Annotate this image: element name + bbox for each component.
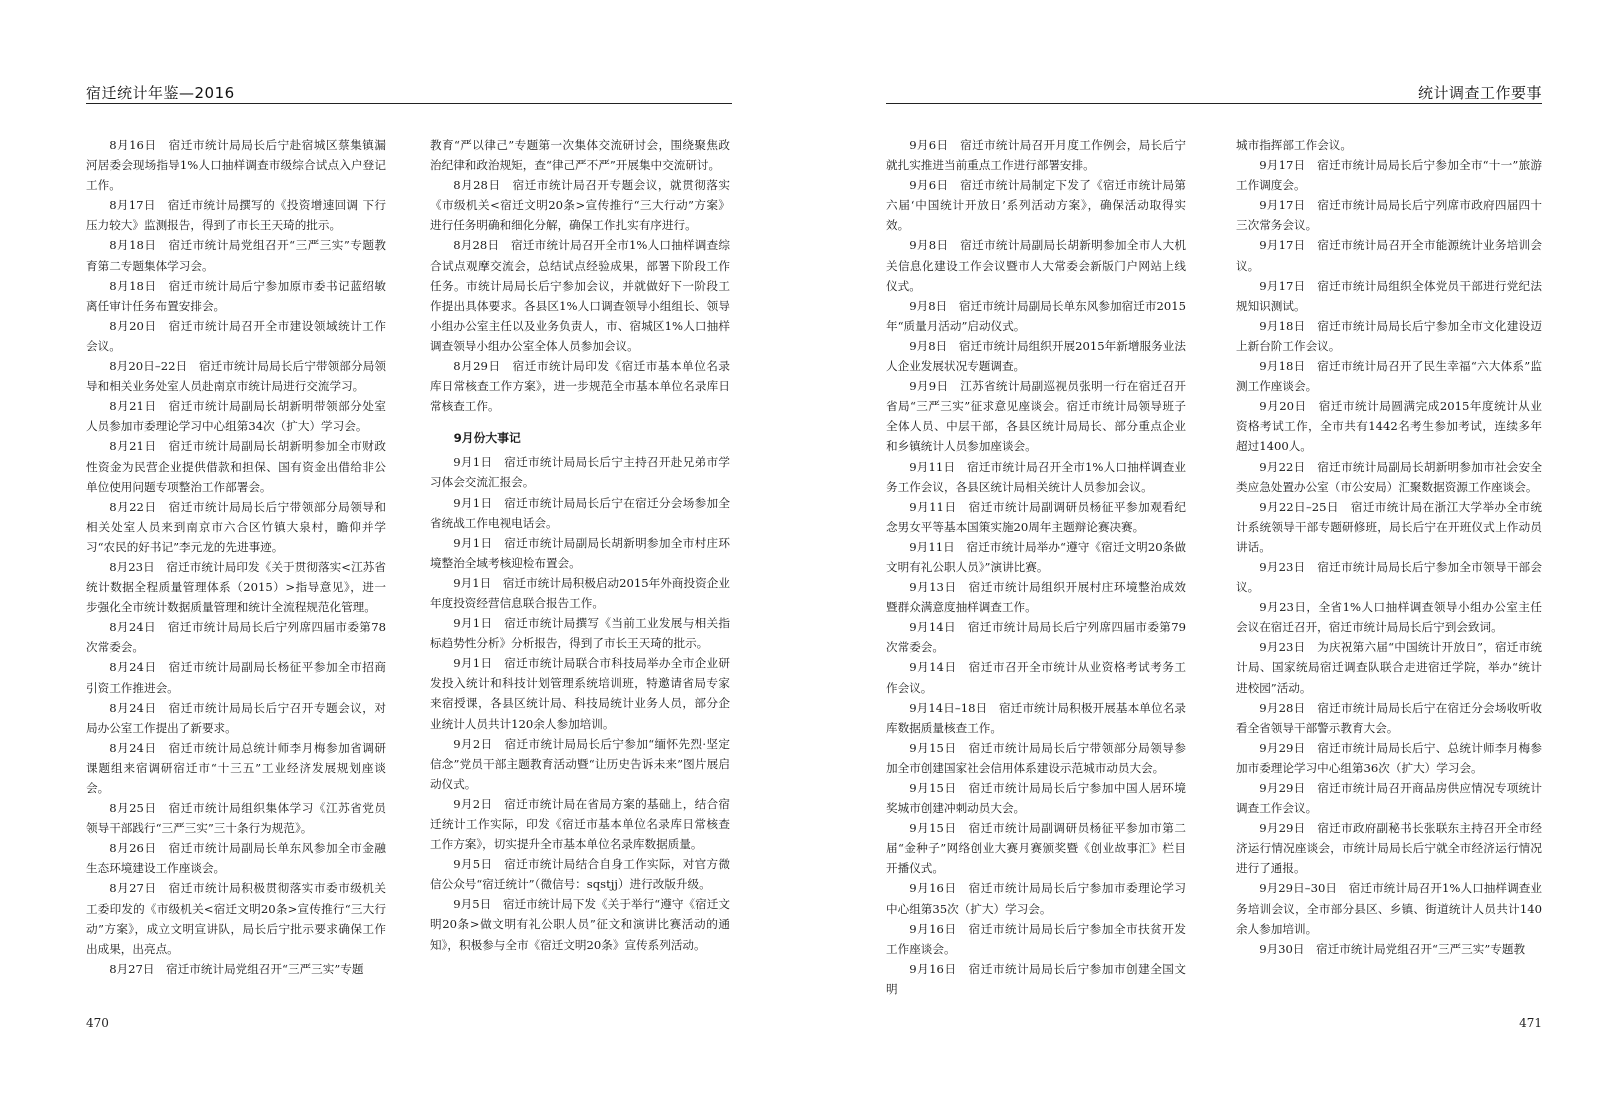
event-entry: 8月24日 宿迁市统计局局长后宁召开专题会议，对局办公室工作提出了新要求。 [86,700,386,735]
event-entry: 9月16日 宿迁市统计局局长后宁参加市创建全国文明 [886,961,1186,996]
event-entry: 9月16日 宿迁市统计局局长后宁参加市委理论学习中心组第35次（扩大）学习会。 [886,881,1186,916]
text-column-3 [886,135,1186,999]
event-entry: 9月22日 宿迁市统计局副局长胡新明参加市社会安全类应急处置办公室（市公安局）汇聚数据资源工作座谈会。 [1236,459,1542,494]
event-entry: 9月1日 宿迁市统计局撰写《当前工业发展与相关指标趋势性分析》分析报告，得到了市长王天琦的批示。 [430,616,730,651]
event-entry: 8月20日 宿迁市统计局召开全市建设领域统计工作会议。 [86,318,386,353]
header-rule [86,103,732,104]
event-entry: 9月11日 宿迁市统计局召开全市1%人口抽样调查业务工作会议，各县区统计局相关统计人员参加会议。 [886,459,1186,494]
event-entry: 9月15日 宿迁市统计局局长后宁参加中国人居环境奖城市创建冲刺动员大会。 [886,781,1186,816]
event-entry: 9月5日 宿迁市统计局下发《关于举行“遵守《宿迁文明20条>做文明有礼公职人员”征文和演讲比赛活动的通知》，积极参与全市《宿迁文明20条》宣传系列活动。 [430,897,730,952]
event-entry: 8月21日 宿迁市统计局副局长胡新明参加全市财政性资金为民营企业提供借款和担保、国有资金出借给非公单位使用问题专项整治工作部署会。 [86,439,386,494]
event-entry: 9月17日 宿迁市统计局召开全市能源统计业务培训会议。 [1236,238,1542,273]
event-entry: 8月21日 宿迁市统计局副局长胡新明带领部分处室人员参加市委理论学习中心组第34次（扩大）学习会。 [86,399,386,434]
event-entry: 9月13日 宿迁市统计局组织开展村庄环境整治成效暨群众满意度抽样调查工作。 [886,580,1186,615]
event-entry: 9月23日 宿迁市统计局局长后宁参加全市领导干部会议。 [1236,559,1542,595]
event-entry: 8月17日 宿迁市统计局撰写的《投资增速回调 下行压力较大》监测报告，得到了市长王天琦的批示。 [86,198,386,233]
section-title: 9月份大事记 [453,431,521,446]
event-entry: 8月18日 宿迁市统计局党组召开“三严三实”专题教育第二专题集体学习会。 [86,238,386,273]
event-entry: 9月20日 宿迁市统计局圆满完成2015年度统计从业资格考试工作，全市共有1442名考生参加考试，连续多年超过1400人。 [1236,399,1542,454]
event-entry: 9月11日 宿迁市统计局副调研员杨征平参加观看纪念男女平等基本国策实施20周年主题辩论赛决赛。 [886,499,1186,534]
event-entry: 8月28日 宿迁市统计局召开全市1%人口抽样调查综合试点观摩交流会，总结试点经验成果，部署下阶段工作任务。市统计局局长后宁参加会议，并就做好下一阶段工作提出具体要求。各县区1%人口调查领导小组组长、领导小组办公室主任以及业务负责人，市、宿城区1%人口抽样调查领导小组办公室全体人员参加会议。 [430,238,730,353]
event-entry: 9月17日 宿迁市统计局局长后宁参加全市“十一”旅游工作调度会。 [1236,158,1542,193]
event-entry: 8月27日 宿迁市统计局积极贯彻落实市委市级机关工委印发的《市级机关<宿迁文明20条>宣传推行“三大行动”方案》，成立文明宣讲队，局长后宁批示要求确保工作出成果，出亮点。 [86,881,386,956]
event-entry: 9月28日 宿迁市统计局局长后宁在宿迁分会场收听收看全省领导干部警示教育大会。 [1236,700,1542,735]
event-entry: 9月14日 宿迁市统计局局长后宁列席四届市委第79次常委会。 [886,620,1186,655]
event-entry: 9月6日 宿迁市统计局制定下发了《宿迁市统计局第六届‘中国统计开放日’系列活动方案》，确保活动取得实效。 [886,178,1186,233]
event-entry: 8月20日–22日 宿迁市统计局局长后宁带领部分局领导和相关业务处室人员赴南京市统计局进行交流学习。 [86,359,386,394]
event-entry: 9月8日 宿迁市统计局组织开展2015年新增服务业法人企业发展状况专题调查。 [886,338,1186,374]
event-entry-continued: 城市指挥部工作会议。 [1236,138,1352,152]
event-entry: 8月24日 宿迁市统计局局长后宁列席四届市委第78次常委会。 [86,620,386,655]
event-entry: 9月22日–25日 宿迁市统计局在浙江大学举办全市统计系统领导干部专题研修班，局长后宁在开班仪式上作动员讲话。 [1236,499,1542,554]
event-entry: 9月6日 宿迁市统计局召开月度工作例会，局长后宁就扎实推进当前重点工作进行部署安排。 [886,138,1186,173]
event-entry: 9月1日 宿迁市统计局积极启动2015年外商投资企业年度投资经营信息联合报告工作。 [430,575,730,610]
event-entry: 9月29日–30日 宿迁市统计局召开1%人口抽样调查业务培训会议，全市部分县区、乡镇、街道统计人员共计140余人参加培训。 [1236,881,1542,936]
left-page [0,0,804,1099]
event-entry: 9月23日，全省1%人口抽样调查领导小组办公室主任会议在宿迁召开，宿迁市统计局局长后宁到会致词。 [1236,600,1542,635]
event-entry: 9月17日 宿迁市统计局局长后宁列席市政府四届四十三次常务会议。 [1236,198,1542,233]
event-entry: 8月26日 宿迁市统计局副局长单东风参加全市金融生态环境建设工作座谈会。 [86,841,386,876]
event-entry: 8月24日 宿迁市统计局副局长杨征平参加全市招商引资工作推进会。 [86,660,386,695]
event-entry: 9月15日 宿迁市统计局局长后宁带领部分局领导参加全市创建国家社会信用体系建设示范城市动员大会。 [886,740,1186,775]
event-entry: 9月29日 宿迁市政府副秘书长张联东主持召开全市经济运行情况座谈会，市统计局局长后宁就全市经济运行情况进行了通报。 [1236,821,1542,876]
event-entry: 8月24日 宿迁市统计局总统计师李月梅参加省调研课题组来宿调研宿迁市“十三五”工业经济发展规划座谈会。 [86,740,386,795]
event-entry: 9月14日 宿迁市召开全市统计从业资格考试考务工作会议。 [886,660,1186,695]
text-column-1 [86,135,386,979]
event-entry: 9月2日 宿迁市统计局在省局方案的基础上，结合宿迁统计工作实际，印发《宿迁市基本单位名录库日常核查工作方案》，切实提升全市基本单位名录库数据质量。 [430,796,730,852]
event-entry: 9月14日–18日 宿迁市统计局积极开展基本单位名录库数据质量核查工作。 [886,700,1186,735]
event-entry: 9月11日 宿迁市统计局举办“遵守《宿迁文明20条做文明有礼公职人员》”演讲比赛。 [886,539,1186,574]
event-entry: 9月17日 宿迁市统计局组织全体党员干部进行党纪法规知识测试。 [1236,278,1542,313]
event-entry: 9月5日 宿迁市统计局结合自身工作实际，对官方微信公众号“宿迁统计”（微信号：sqstjj）进行改版升级。 [430,857,730,892]
event-entry: 8月16日 宿迁市统计局局长后宁赴宿城区蔡集镇漏河居委会现场指导1%人口抽样调查市级综合试点入户登记工作。 [86,138,386,193]
event-entry: 9月1日 宿迁市统计局联合市科技局举办全市企业研发投入统计和科技计划管理系统培训班，特邀请省局专家来宿授课，各县区统计局、科技局统计业务人员，部分企业统计人员共计120余人参加培训。 [430,656,730,731]
right-page [804,0,1608,1099]
event-entry: 8月23日 宿迁市统计局印发《关于贯彻落实<江苏省统计数据全程质量管理体系（2015）>指导意见》，进一步强化全市统计数据质量管理和统计全流程规范化管理。 [86,559,386,615]
event-entry: 9月29日 宿迁市统计局召开商品房供应情况专项统计调查工作会议。 [1236,781,1542,816]
event-entry: 9月30日 宿迁市统计局党组召开“三严三实”专题教 [1259,941,1526,956]
event-entry: 8月29日 宿迁市统计局印发《宿迁市基本单位名录库日常核查工作方案》，进一步规范全市基本单位名录库日常核查工作。 [430,359,730,414]
event-entry: 9月29日 宿迁市统计局局长后宁、总统计师李月梅参加市委理论学习中心组第36次（扩大）学习会。 [1236,740,1542,775]
text-column-2 [430,135,730,955]
event-entry: 9月23日 为庆祝第六届“中国统计开放日”，宿迁市统计局、国家统局宿迁调查队联合走进宿迁学院，举办“统计进校园”活动。 [1236,640,1542,695]
event-entry: 9月8日 宿迁市统计局副局长胡新明参加全市人大机关信息化建设工作会议暨市人大常委会新版门户网站上线仪式。 [886,238,1186,293]
event-entry: 9月16日 宿迁市统计局局长后宁参加全市扶贫开发工作座谈会。 [886,921,1186,956]
running-head-right: 统计调查工作要事 [1417,84,1542,102]
event-entry: 8月25日 宿迁市统计局组织集体学习《江苏省党员领导干部践行“三严三实”三十条行为规范》。 [86,801,386,836]
event-entry: 9月15日 宿迁市统计局副调研员杨征平参加市第二届“金种子”网络创业大赛月赛颁奖暨《创业故事汇》栏目开播仪式。 [886,821,1186,876]
event-entry: 9月1日 宿迁市统计局副局长胡新明参加全市村庄环境整治全域考核迎检布置会。 [430,535,730,570]
text-column-4 [1236,135,1542,959]
event-entry: 8月27日 宿迁市统计局党组召开“三严三实”专题 [109,961,364,976]
event-entry: 9月8日 宿迁市统计局副局长单东风参加宿迁市2015年“质量月活动”启动仪式。 [886,298,1186,333]
page-number-left: 470 [86,1016,109,1030]
event-entry-continued: 教育“严以律己”专题第一次集体交流研讨会，围绕聚焦政治纪律和政治规矩，查“律己严不严”开展集中交流研讨。 [430,138,730,173]
event-entry: 8月28日 宿迁市统计局召开专题会议，就贯彻落实《市级机关<宿迁文明20条>宣传推行“三大行动”方案》进行任务明确和细化分解，确保工作扎实有序进行。 [430,178,730,233]
event-entry: 9月9日 江苏省统计局副巡视员张明一行在宿迁召开省局“三严三实”征求意见座谈会。宿迁市统计局领导班子全体人员、中层干部，各县区统计局局长、部分重点企业和乡镇统计人员参加座谈会。 [886,379,1186,454]
event-entry: 9月1日 宿迁市统计局局长后宁在宿迁分会场参加全省统战工作电视电话会。 [430,495,730,530]
header-rule [886,103,1542,104]
event-entry: 9月18日 宿迁市统计局召开了民生幸福“六大体系”监测工作座谈会。 [1236,359,1542,394]
event-entry: 8月18日 宿迁市统计局后宁参加原市委书记蓝绍敏离任审计任务布置安排会。 [86,278,386,313]
page-number-right: 471 [1519,1016,1542,1030]
event-entry: 9月1日 宿迁市统计局局长后宁主持召开赴兄弟市学习体会交流汇报会。 [430,455,730,490]
event-entry: 9月18日 宿迁市统计局局长后宁参加全市文化建设迈上新台阶工作会议。 [1236,318,1542,353]
event-entry: 8月22日 宿迁市统计局局长后宁带领部分局领导和相关处室人员来到南京市六合区竹镇大泉村，瞻仰并学习“农民的好书记”李元龙的先进事迹。 [86,499,386,554]
event-entry: 9月2日 宿迁市统计局局长后宁参加“缅怀先烈·坚定信念”党员干部主题教育活动暨“让历史告诉未来”图片展启动仪式。 [430,736,730,791]
running-head-left: 宿迁统计年鉴—2016 [86,84,235,102]
